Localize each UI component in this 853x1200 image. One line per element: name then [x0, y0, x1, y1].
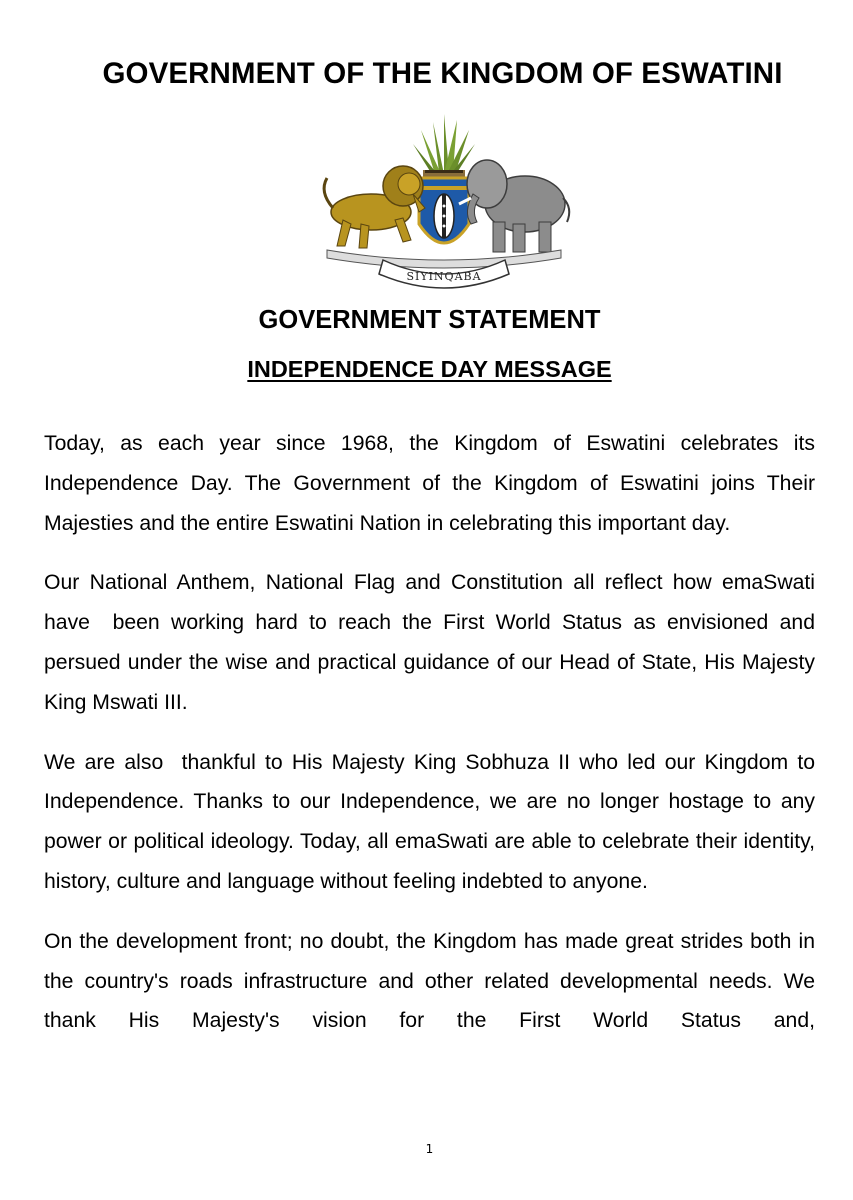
- statement-title: GOVERNMENT STATEMENT: [258, 306, 601, 334]
- shield-icon: [419, 178, 469, 243]
- government-heading: GOVERNMENT OF THE KINGDOM OF ESWATINI: [102, 57, 783, 90]
- lion-icon: [324, 166, 425, 248]
- paragraph: We are also thankful to His Majesty King Sobhuza II who led our Kingdom to Independence. Thanks to our Independence, we are no longer hostage to any power or political ideology. Today, all emaSwati are able to celebrate their identity, history, culture and language without feeling indebted to anyone.: [44, 750, 821, 893]
- paragraph: Today, as each year since 1968, the Kingdom of Eswatini celebrates its Independence Day. The Government of the Kingdom of Eswatini joins Their Majesties and the entire Eswatini Nation in celebrating this important day.: [44, 432, 821, 535]
- coat-of-arms-icon: [313, 112, 575, 292]
- paragraph: On the development front; no doubt, the Kingdom has made great strides both in the country's roads infrastructure and other related developmental needs. We thank His Majesty's vision for the First World Status and,: [44, 929, 821, 1033]
- elephant-icon: [459, 160, 569, 252]
- statement-body: [44, 424, 821, 1061]
- motto-text: SIYINQABA: [406, 270, 482, 283]
- message-title: INDEPENDENCE DAY MESSAGE: [247, 356, 612, 382]
- plume-icon: [413, 114, 475, 178]
- paragraph: Our National Anthem, National Flag and Constitution all reflect how emaSwati have been working hard to reach the First World Status as envisioned and persued under the wise and practical guidance of our Head of State, His Majesty King Mswati III.: [44, 571, 821, 714]
- page-number: 1: [425, 1142, 434, 1156]
